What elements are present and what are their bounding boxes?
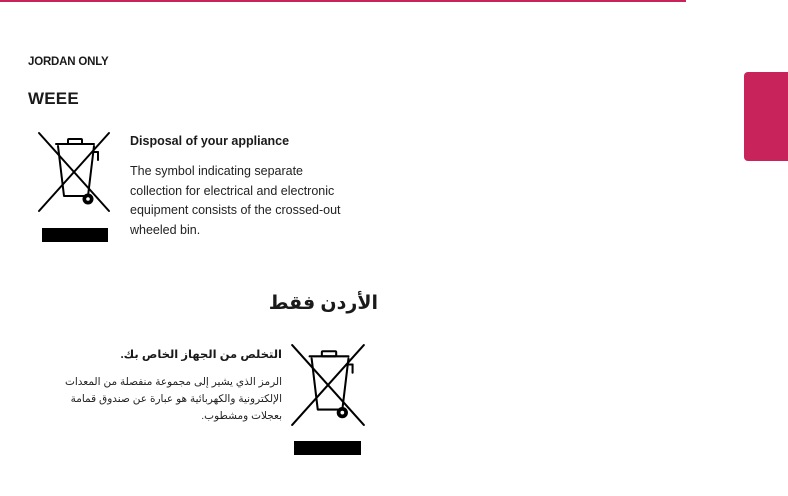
arabic-disposal-title: التخلص من الجهاز الخاص بك. (120, 349, 282, 361)
disposal-text-line: collection for electrical and electronic (130, 183, 335, 198)
arabic-disposal-text (52, 374, 282, 425)
disposal-text-line: wheeled bin. (130, 222, 201, 237)
crossed-out-wheeled-bin-icon (36, 130, 112, 214)
disposal-title: Disposal of your appliance (130, 134, 290, 148)
arabic-text-line: الإلكترونية والكهربائية هو عبارة عن صندوق قمامة (70, 393, 282, 405)
side-tab (744, 72, 788, 161)
disposal-text (130, 162, 380, 240)
region-label: JORDAN ONLY (28, 56, 109, 68)
top-rule (0, 0, 686, 2)
weee-heading: WEEE (28, 89, 79, 108)
symbol-bar (42, 228, 108, 242)
arabic-text-line: الرمز الذي يشير إلى مجموعة منفصلة من المعدات (64, 376, 282, 388)
symbol-bar (294, 441, 361, 455)
disposal-text-line: equipment consists of the crossed-out (130, 203, 341, 217)
arabic-heading: الأردن فقط (268, 293, 378, 314)
arabic-text-line: بعجلات ومشطوب. (201, 410, 282, 422)
disposal-text-line: The symbol indicating separate (130, 164, 304, 178)
crossed-out-wheeled-bin-icon (288, 342, 368, 428)
